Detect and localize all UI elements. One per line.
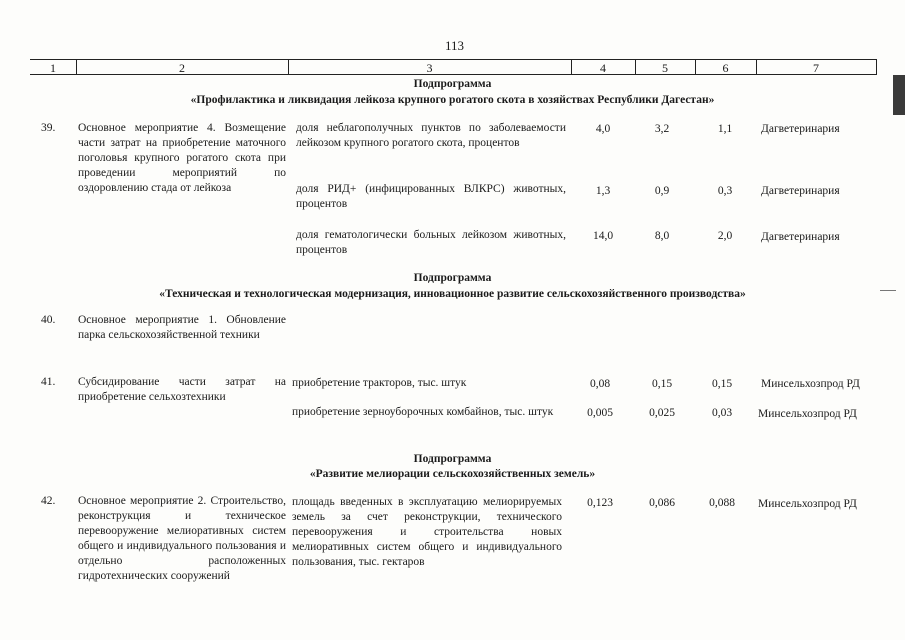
scan-edge-mark <box>880 290 896 291</box>
subprogram-label: Подпрограмма <box>413 78 492 90</box>
column-number: 1 <box>50 61 56 75</box>
row-number: 42. <box>41 495 56 507</box>
measure-description: Основное мероприятие 1. Обновление парка сельскохозяйственной техники <box>78 314 286 341</box>
indicator-name: доля неблагополучных пунктов по заболеваемости лейкозом крупного рогатого скота, процентов <box>296 122 566 149</box>
value-col5: 0,086 <box>649 497 675 509</box>
value-col4: 14,0 <box>592 230 614 242</box>
indicator-name: приобретение зерноуборочных комбайнов, тыс. штук <box>292 406 554 418</box>
row-number: 41. <box>41 376 56 388</box>
row-number: 40. <box>41 314 56 326</box>
subprogram-title: «Техническая и технологическая модернизация, инновационное развитие сельскохозяйственного производства» <box>159 288 746 300</box>
page-number: 113 <box>445 38 465 53</box>
subprogram-title: «Развитие мелиорации сельскохозяйственных земель» <box>309 468 596 480</box>
column-number: 4 <box>600 61 606 75</box>
value-col4: 0,123 <box>587 497 613 509</box>
subprogram-title: «Профилактика и ликвидация лейкоза крупного рогатого скота в хозяйствах Республики Дагестан» <box>190 94 715 106</box>
measure-description: Основное мероприятие 2. Строительство, реконструкция и техническое перевооружение мелиоративных систем общего и индивидуального пользования и отдельно расположенных гидротехнических сооружений <box>78 495 286 582</box>
executor: Минсельхозпрод РД <box>758 408 857 420</box>
value-col6: 1,1 <box>717 123 733 135</box>
value-col5: 0,025 <box>649 407 675 419</box>
executor: Минсельхозпрод РД <box>761 378 860 390</box>
value-col5: 3,2 <box>654 123 670 135</box>
indicator-name: приобретение тракторов, тыс. штук <box>292 377 467 389</box>
value-col6: 0,088 <box>709 497 735 509</box>
header-divider <box>876 59 877 75</box>
subprogram-label: Подпрограмма <box>413 272 492 284</box>
value-col4: 0,08 <box>589 378 611 390</box>
value-col5: 0,15 <box>651 378 673 390</box>
indicator-name: площадь введенных в эксплуатацию мелиорируемых земель за счет реконструкции, технического перевооружения и строительства новых мелиоративных систем общего и индивидуального пользования, тыс. гектаров <box>292 496 562 568</box>
column-number: 2 <box>179 61 185 75</box>
column-number: 3 <box>426 61 433 75</box>
column-number: 5 <box>662 61 668 75</box>
executor: Дагветеринария <box>761 231 840 243</box>
scan-edge-mark <box>893 75 905 115</box>
value-col4: 4,0 <box>595 123 611 135</box>
value-col6: 0,03 <box>711 407 733 419</box>
value-col5: 0,9 <box>654 185 670 197</box>
header-top-line <box>30 59 876 60</box>
executor: Дагветеринария <box>761 185 840 197</box>
measure-description: Субсидирование части затрат на приобретение сельхозтехники <box>78 376 286 403</box>
value-col6: 0,3 <box>717 185 733 197</box>
subprogram-label: Подпрограмма <box>413 453 492 465</box>
value-col6: 2,0 <box>717 230 733 242</box>
row-number: 39. <box>41 122 56 134</box>
column-number: 7 <box>813 61 819 75</box>
column-number: 6 <box>722 61 729 75</box>
executor: Дагветеринария <box>761 123 840 135</box>
measure-description: Основное мероприятие 4. Возмещение части затрат на приобретение маточного поголовья крупного рогатого скота при проведении мероприятий по оздоровлению стада от лейкоза <box>78 122 286 194</box>
indicator-name: доля гематологически больных лейкозом животных, процентов <box>296 229 566 256</box>
value-col4: 0,005 <box>587 407 613 419</box>
value-col4: 1,3 <box>595 185 611 197</box>
value-col6: 0,15 <box>711 378 733 390</box>
indicator-name: доля РИД+ (инфицированных ВЛКРС) животных, процентов <box>296 183 566 210</box>
executor: Минсельхозпрод РД <box>758 498 857 510</box>
value-col5: 8,0 <box>654 230 670 242</box>
